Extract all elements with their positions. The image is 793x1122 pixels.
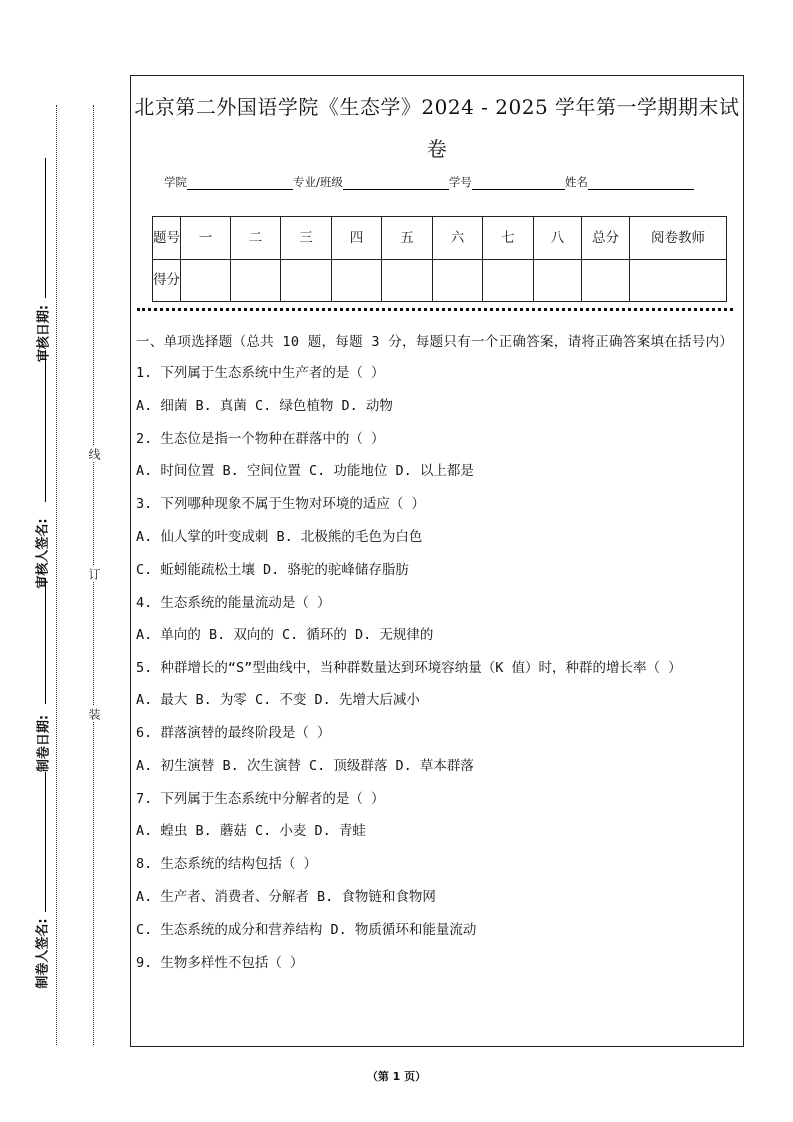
question-4-options: A. 单向的 B. 双向的 C. 循环的 D. 无规律的 <box>136 627 434 644</box>
question-4: 4. 生态系统的能量流动是（ ） <box>136 594 331 611</box>
reviewer-sign-line <box>45 350 46 502</box>
binding-mark-bind: 订 <box>87 568 101 580</box>
major-class-field[interactable] <box>343 175 449 190</box>
score-table-score-row <box>153 259 727 302</box>
maker-date-label: 制卷日期: <box>36 714 52 773</box>
score-row-label: 得分 <box>153 259 181 302</box>
score-cell-q8[interactable] <box>534 259 582 302</box>
header-q1: 一 <box>181 217 231 260</box>
section-heading: 一、单项选择题（总共 10 题，每题 3 分，每题只有一个正确答案，请将正确答案填在括号内） <box>136 334 734 350</box>
score-cell-grader[interactable] <box>630 259 727 302</box>
question-3: 3. 下列哪种现象不属于生物对环境的适应（ ） <box>136 496 426 513</box>
student-info-row <box>164 174 694 190</box>
binding-mark-line: 线 <box>87 448 101 460</box>
exam-title: 北京第二外国语学院《生态学》2024 - 2025 学年第一学期期末试卷 <box>134 95 740 161</box>
header-q4: 四 <box>332 217 382 260</box>
maker-sign-line <box>45 772 46 912</box>
binding-margin <box>0 0 130 1122</box>
header-q2: 二 <box>231 217 281 260</box>
score-table <box>152 216 727 302</box>
reviewer-sign-label: 审核人签名: <box>35 518 51 589</box>
question-3-options-cd: C. 蚯蚓能疏松土壤 D. 骆驼的驼峰储存脂肪 <box>136 561 409 578</box>
question-8-options-ab: A. 生产者、消费者、分解者 B. 食物链和食物网 <box>136 888 436 905</box>
page-number: （第 1 页） <box>366 1070 427 1083</box>
question-7: 7. 下列属于生态系统中分解者的是（ ） <box>136 790 385 807</box>
header-grader: 阅卷教师 <box>630 217 727 260</box>
maker-sign-label: 制卷人签名: <box>35 918 51 989</box>
header-q6: 六 <box>433 217 483 260</box>
score-cell-q3[interactable] <box>281 259 332 302</box>
reviewer-date-label: 审核日期: <box>36 304 52 363</box>
question-8-options-cd: C. 生态系统的成分和营养结构 D. 物质循环和能量流动 <box>136 921 477 938</box>
score-cell-q7[interactable] <box>483 259 534 302</box>
exam-paper-frame <box>130 75 744 1047</box>
header-q7: 七 <box>483 217 534 260</box>
header-question-number: 题号 <box>153 217 181 260</box>
student-id-field[interactable] <box>472 175 565 190</box>
maker-date-line <box>45 578 46 704</box>
question-8: 8. 生态系统的结构包括（ ） <box>136 856 318 873</box>
header-q5: 五 <box>382 217 433 260</box>
score-cell-total[interactable] <box>582 259 630 302</box>
question-6-options: A. 初生演替 B. 次生演替 C. 顶级群落 D. 草本群落 <box>136 757 474 774</box>
question-9: 9. 生物多样性不包括（ ） <box>136 954 304 971</box>
reviewer-date-line <box>45 158 46 298</box>
score-cell-q2[interactable] <box>231 259 281 302</box>
section-divider <box>137 308 733 311</box>
score-cell-q5[interactable] <box>382 259 433 302</box>
question-5-options: A. 最大 B. 为零 C. 不变 D. 先增大后减小 <box>136 692 420 709</box>
question-2: 2. 生态位是指一个物种在群落中的（ ） <box>136 430 385 447</box>
question-2-options: A. 时间位置 B. 空间位置 C. 功能地位 D. 以上都是 <box>136 463 474 480</box>
binding-dotted-line-outer <box>56 105 57 1045</box>
score-table-header-row <box>153 217 727 260</box>
question-1-options: A. 细菌 B. 真菌 C. 绿色植物 D. 动物 <box>136 397 393 414</box>
score-cell-q4[interactable] <box>332 259 382 302</box>
info-label-student-id: 学号 <box>448 175 472 189</box>
question-section-1 <box>136 331 735 984</box>
score-cell-q1[interactable] <box>181 259 231 302</box>
info-label-name: 姓名 <box>564 175 588 189</box>
header-total: 总分 <box>582 217 630 260</box>
header-q8: 八 <box>534 217 582 260</box>
college-field[interactable] <box>187 175 293 190</box>
info-label-college: 学院 <box>164 175 187 189</box>
header-q3: 三 <box>281 217 332 260</box>
binding-mark-install: 装 <box>87 708 101 720</box>
question-1: 1. 下列属于生态系统中生产者的是（ ） <box>136 365 385 381</box>
score-cell-q6[interactable] <box>433 259 483 302</box>
name-field[interactable] <box>588 175 694 190</box>
question-7-options: A. 蝗虫 B. 蘑菇 C. 小麦 D. 青蛙 <box>136 823 366 840</box>
question-5: 5. 种群增长的“S”型曲线中，当种群数量达到环境容纳量（K 值）时，种群的增长率（ ） <box>136 660 682 677</box>
question-3-options-ab: A. 仙人掌的叶变成刺 B. 北极熊的毛色为白色 <box>136 528 423 545</box>
question-6: 6. 群落演替的最终阶段是（ ） <box>136 724 331 741</box>
info-label-major-class: 专业/班级 <box>293 175 343 189</box>
